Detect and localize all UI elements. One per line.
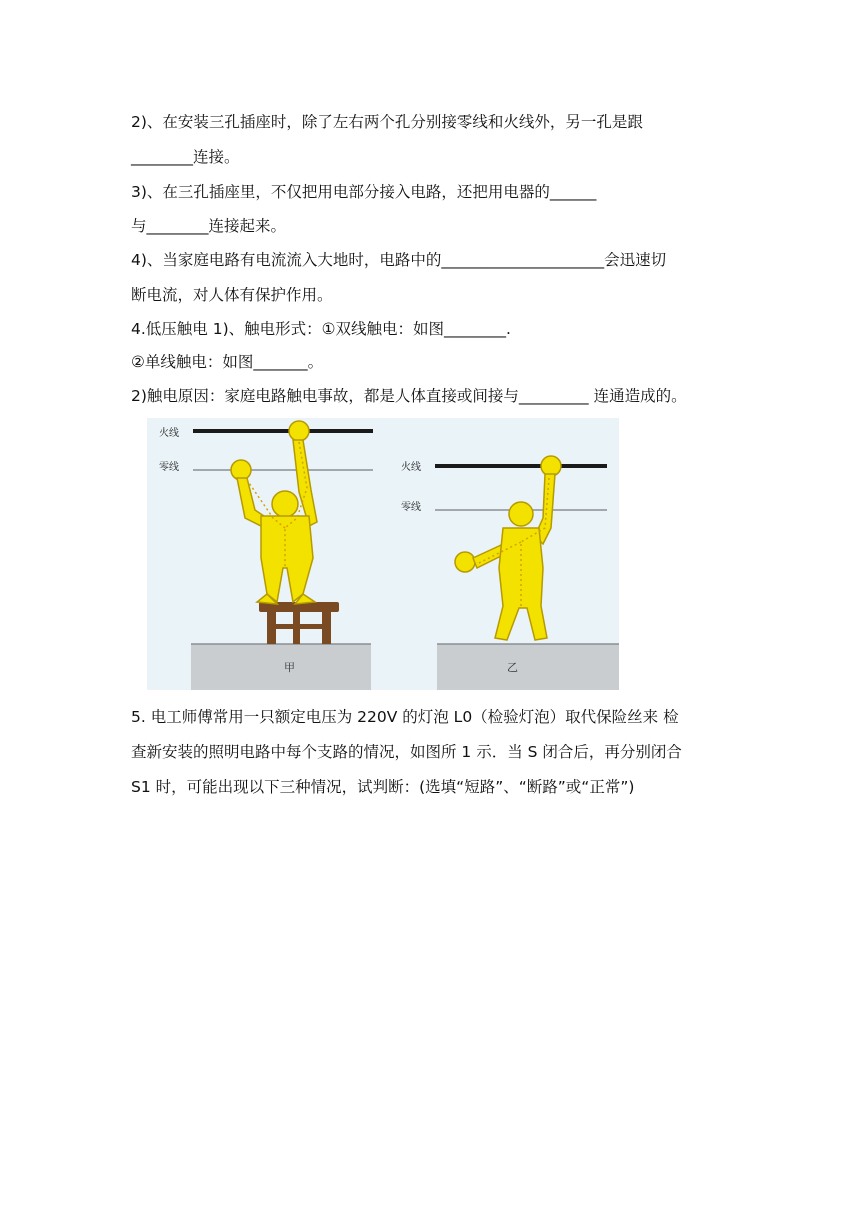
- ground-left: [191, 644, 371, 690]
- stool: [259, 602, 339, 644]
- single-line-shock: ②单线触电：如图_______。: [131, 353, 324, 371]
- ground-right: [437, 644, 619, 690]
- question-4-line-1: 4)、当家庭电路有电流流入大地时，电路中的_____________________会迅速切: [131, 251, 667, 269]
- neutral-label-left: 零线: [159, 462, 179, 473]
- neutral-label-right: 零线: [401, 502, 421, 513]
- question-3-line-1: 3)、在三孔插座里，不仅把用电部分接入电路，还把用电器的______: [131, 183, 597, 201]
- question-4-line-2: 断电流，对人体有保护作用。: [131, 286, 333, 304]
- caption-right: 乙: [507, 661, 518, 674]
- caption-left: 甲: [284, 661, 295, 674]
- question-5-line-1: 5. 电工师傅常用一只额定电压为 220V 的灯泡 L0（检验灯泡）取代保险丝来 检: [131, 708, 679, 726]
- question-2-line-1: 2)、在安装三孔插座时，除了左右两个孔分别接零线和火线外，另一孔是跟: [131, 113, 643, 131]
- live-label-left: 火线: [159, 428, 179, 439]
- electric-shock-figure: [147, 418, 619, 690]
- question-5-line-3: S1 时，可能出现以下三种情况，试判断：(选填“短路”、“断路”或“正常”): [131, 778, 635, 796]
- section-4-shock-forms: 4.低压触电 1)、触电形式：①双线触电：如图________.: [131, 320, 511, 338]
- question-2-line-2: ________连接。: [131, 148, 240, 166]
- question-5-line-2: 查新安装的照明电路中每个支路的情况，如图所 1 示．当 S 闭合后，再分别闭合: [131, 743, 682, 761]
- question-3-line-2: 与________连接起来。: [131, 217, 287, 235]
- shock-cause: 2)触电原因：家庭电路触电事故，都是人体直接或间接与_________ 连通造成的。: [131, 387, 687, 405]
- live-label-right: 火线: [401, 462, 421, 473]
